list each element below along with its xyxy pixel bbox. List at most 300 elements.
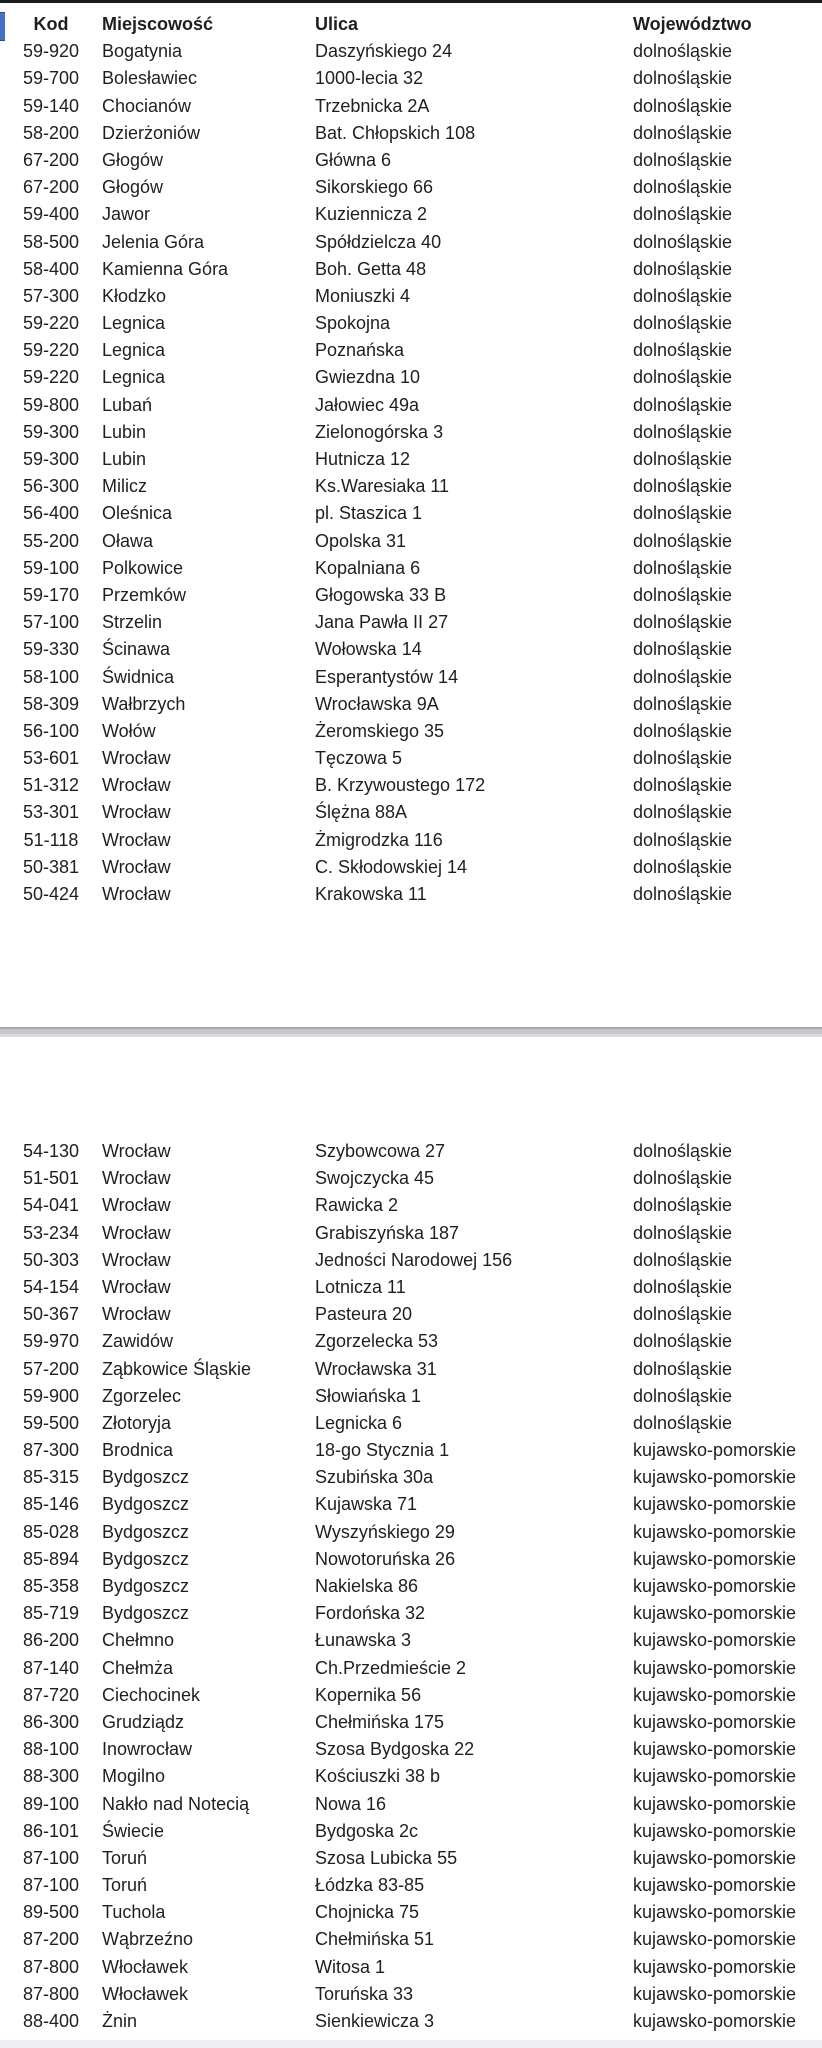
cell-city[interactable]: Przemków bbox=[102, 584, 187, 605]
cell-city[interactable]: Ścinawa bbox=[102, 639, 171, 660]
cell-postal-code[interactable]: 55-200 bbox=[22, 530, 80, 551]
cell-city[interactable]: Toruń bbox=[102, 1875, 148, 1896]
cell-postal-code[interactable]: 85-028 bbox=[22, 1521, 80, 1542]
cell-province[interactable]: dolnośląskie bbox=[633, 231, 733, 252]
cell-postal-code[interactable]: 58-200 bbox=[22, 122, 80, 143]
cell-street[interactable]: C. Skłodowskiej 14 bbox=[315, 856, 468, 877]
cell-postal-code[interactable]: 85-719 bbox=[22, 1603, 80, 1624]
cell-postal-code[interactable]: 53-601 bbox=[22, 748, 80, 769]
cell-street[interactable]: Kopernika 56 bbox=[315, 1684, 422, 1705]
cell-city[interactable]: Brodnica bbox=[102, 1440, 174, 1461]
table-row bbox=[0, 283, 822, 310]
cell-city[interactable]: Wałbrzych bbox=[102, 693, 186, 714]
table-row bbox=[0, 1573, 822, 1600]
cell-postal-code[interactable]: 59-220 bbox=[22, 340, 80, 361]
cell-province[interactable]: kujawsko-pomorskie bbox=[633, 1793, 797, 1814]
cell-postal-code[interactable]: 50-303 bbox=[22, 1249, 80, 1270]
cell-province[interactable]: kujawsko-pomorskie bbox=[633, 1467, 797, 1488]
cell-city[interactable]: Jelenia Góra bbox=[102, 231, 205, 252]
cell-province[interactable]: kujawsko-pomorskie bbox=[633, 1630, 797, 1651]
cell-postal-code[interactable]: 59-300 bbox=[22, 449, 80, 469]
postal-table-top bbox=[0, 11, 822, 908]
table-row bbox=[0, 1356, 822, 1383]
cell-postal-code[interactable]: 54-154 bbox=[22, 1276, 80, 1297]
cell-province[interactable]: kujawsko-pomorskie bbox=[633, 1739, 797, 1760]
table-row bbox=[0, 392, 822, 419]
cell-province[interactable]: kujawsko-pomorskie bbox=[633, 1548, 797, 1569]
cell-city[interactable]: Bydgoszcz bbox=[102, 1603, 190, 1624]
cell-province[interactable]: kujawsko-pomorskie bbox=[633, 1847, 797, 1868]
cell-postal-code[interactable]: 87-200 bbox=[22, 1929, 80, 1950]
cell-postal-code[interactable]: 88-400 bbox=[22, 2011, 80, 2031]
table-row bbox=[0, 1709, 822, 1736]
table-row bbox=[0, 93, 822, 120]
cell-street[interactable]: Słowiańska 1 bbox=[315, 1385, 422, 1406]
cell-province[interactable]: dolnośląskie bbox=[633, 1412, 733, 1433]
cell-province[interactable]: dolnośląskie bbox=[633, 476, 733, 497]
cell-street[interactable]: Pasteura 20 bbox=[315, 1304, 413, 1325]
cell-city[interactable]: Dzierżoniów bbox=[102, 122, 201, 143]
cell-province[interactable]: kujawsko-pomorskie bbox=[633, 1875, 797, 1896]
cell-street[interactable]: 1000-lecia 32 bbox=[315, 68, 424, 89]
cell-province[interactable]: dolnośląskie bbox=[633, 1141, 733, 1161]
cell-street[interactable]: Łunawska 3 bbox=[315, 1630, 412, 1651]
cell-province[interactable]: dolnośląskie bbox=[633, 421, 733, 442]
cell-city[interactable]: Świecie bbox=[102, 1820, 165, 1841]
cell-province[interactable]: dolnośląskie bbox=[633, 1358, 733, 1379]
cell-city[interactable]: Bydgoszcz bbox=[102, 1548, 190, 1569]
cell-street[interactable]: Boh. Getta 48 bbox=[315, 258, 427, 279]
cell-postal-code[interactable]: 87-300 bbox=[22, 1440, 80, 1461]
cell-province[interactable]: kujawsko-pomorskie bbox=[633, 1766, 797, 1787]
cell-postal-code[interactable]: 87-100 bbox=[22, 1847, 80, 1868]
cell-city[interactable]: Wrocław bbox=[102, 1249, 171, 1270]
cell-city[interactable]: Oława bbox=[102, 530, 154, 551]
cell-province[interactable]: dolnośląskie bbox=[633, 149, 733, 170]
postal-table-bottom bbox=[0, 1138, 822, 2035]
cell-province[interactable]: dolnośląskie bbox=[633, 95, 733, 116]
cell-postal-code[interactable]: 59-100 bbox=[22, 557, 80, 578]
table-row bbox=[0, 500, 822, 527]
cell-city[interactable]: Wołów bbox=[102, 720, 156, 741]
table-row bbox=[0, 364, 822, 391]
cell-province[interactable]: dolnośląskie bbox=[633, 367, 733, 388]
cell-street[interactable]: Opolska 31 bbox=[315, 530, 407, 551]
cell-province[interactable]: kujawsko-pomorskie bbox=[633, 1576, 797, 1596]
cell-street[interactable]: Tęczowa 5 bbox=[315, 748, 403, 769]
cell-province[interactable]: kujawsko-pomorskie bbox=[633, 2011, 797, 2031]
table-body-bottom bbox=[0, 1138, 822, 2035]
cell-street[interactable]: Spółdzielcza 40 bbox=[315, 231, 442, 252]
cell-street[interactable]: Rawicka 2 bbox=[315, 1195, 399, 1216]
cell-city[interactable]: Włocławek bbox=[102, 1983, 189, 2004]
cell-street[interactable]: Nowotoruńska 26 bbox=[315, 1548, 456, 1569]
table-row bbox=[0, 1274, 822, 1301]
cell-street[interactable]: Zgorzelecka 53 bbox=[315, 1331, 439, 1352]
cell-city[interactable]: Legnica bbox=[102, 367, 166, 388]
cell-street[interactable]: Wyszyńskiego 29 bbox=[315, 1521, 455, 1542]
cell-city[interactable]: Legnica bbox=[102, 340, 166, 361]
table-row bbox=[0, 120, 822, 147]
cell-postal-code[interactable]: 58-400 bbox=[22, 258, 80, 279]
cell-city[interactable]: Ciechocinek bbox=[102, 1684, 201, 1705]
cell-street[interactable]: B. Krzywoustego 172 bbox=[315, 775, 486, 796]
cell-street[interactable]: Swojczycka 45 bbox=[315, 1168, 435, 1189]
cell-postal-code[interactable]: 58-500 bbox=[22, 231, 80, 252]
cell-city[interactable]: Wrocław bbox=[102, 829, 171, 850]
cell-city[interactable]: Bydgoszcz bbox=[102, 1494, 190, 1515]
cell-postal-code[interactable]: 86-101 bbox=[22, 1820, 80, 1841]
cell-street[interactable]: Gwiezdna 10 bbox=[315, 367, 421, 388]
cell-street[interactable]: Wrocławska 31 bbox=[315, 1358, 437, 1379]
cell-city[interactable]: Wrocław bbox=[102, 1276, 171, 1297]
cell-postal-code[interactable]: 59-500 bbox=[22, 1412, 80, 1433]
cell-city[interactable]: Toruń bbox=[102, 1847, 148, 1868]
cell-street[interactable]: Kopalniana 6 bbox=[315, 557, 421, 578]
cell-postal-code[interactable]: 87-100 bbox=[22, 1875, 80, 1896]
cell-street[interactable]: Wrocławska 9A bbox=[315, 693, 439, 714]
cell-province[interactable]: dolnośląskie bbox=[633, 258, 733, 279]
cell-city[interactable]: Legnica bbox=[102, 313, 166, 334]
cell-street[interactable]: Nowa 16 bbox=[315, 1793, 387, 1814]
cell-city[interactable]: Mogilno bbox=[102, 1766, 166, 1787]
cell-street[interactable]: Łódzka 83-85 bbox=[315, 1875, 425, 1896]
cell-street[interactable]: Kuziennicza 2 bbox=[315, 204, 428, 225]
cell-street[interactable]: 18-go Stycznia 1 bbox=[315, 1440, 450, 1461]
cell-postal-code[interactable]: 50-424 bbox=[22, 884, 80, 904]
cell-province[interactable]: dolnośląskie bbox=[633, 394, 733, 415]
cell-street[interactable]: Kościuszki 38 b bbox=[315, 1766, 441, 1787]
cell-postal-code[interactable]: 59-220 bbox=[22, 367, 80, 388]
cell-city[interactable]: Polkowice bbox=[102, 557, 184, 578]
cell-city[interactable]: Zawidów bbox=[102, 1331, 174, 1352]
cell-province[interactable]: dolnośląskie bbox=[633, 1385, 733, 1406]
cell-street[interactable]: Jana Pawła II 27 bbox=[315, 612, 449, 633]
cell-province[interactable]: dolnośląskie bbox=[633, 530, 733, 551]
cell-street[interactable]: Bat. Chłopskich 108 bbox=[315, 122, 476, 143]
cell-postal-code[interactable]: 88-100 bbox=[22, 1739, 80, 1760]
cell-street[interactable]: Krakowska 11 bbox=[315, 884, 427, 904]
cell-province[interactable]: dolnośląskie bbox=[633, 1331, 733, 1352]
cell-province[interactable]: dolnośląskie bbox=[633, 41, 733, 62]
cell-province[interactable]: dolnośląskie bbox=[633, 802, 733, 823]
table-row bbox=[0, 799, 822, 826]
cell-city[interactable]: Oleśnica bbox=[102, 503, 173, 524]
cell-street[interactable]: Witosa 1 bbox=[315, 1956, 386, 1977]
cell-postal-code[interactable]: 59-970 bbox=[22, 1331, 80, 1352]
cell-city[interactable]: Wrocław bbox=[102, 802, 171, 823]
cell-street[interactable]: Ślężna 88A bbox=[315, 802, 408, 823]
cell-postal-code[interactable]: 59-900 bbox=[22, 1385, 80, 1406]
table-row bbox=[0, 1437, 822, 1464]
table-row bbox=[0, 1763, 822, 1790]
cell-postal-code[interactable]: 59-920 bbox=[22, 41, 80, 62]
cell-province[interactable]: dolnośląskie bbox=[633, 720, 733, 741]
cell-city[interactable]: Zgorzelec bbox=[102, 1385, 182, 1406]
cell-province[interactable]: dolnośląskie bbox=[633, 612, 733, 633]
cell-province[interactable]: dolnośląskie bbox=[633, 693, 733, 714]
cell-province[interactable]: kujawsko-pomorskie bbox=[633, 1521, 797, 1542]
column-header-miejscowosc[interactable]: Miejscowość bbox=[102, 14, 214, 34]
table-row bbox=[0, 256, 822, 283]
cell-street[interactable]: Bydgoska 2c bbox=[315, 1820, 419, 1841]
cell-postal-code[interactable]: 87-720 bbox=[22, 1684, 80, 1705]
cell-postal-code[interactable]: 57-100 bbox=[22, 612, 80, 633]
cell-street[interactable]: Esperantystów 14 bbox=[315, 666, 459, 687]
cell-city[interactable]: Chełmża bbox=[102, 1657, 174, 1678]
column-header-wojewodztwo[interactable]: Województwo bbox=[633, 14, 752, 34]
cell-province[interactable]: kujawsko-pomorskie bbox=[633, 1820, 797, 1841]
cell-postal-code[interactable]: 89-500 bbox=[22, 1902, 80, 1923]
cell-postal-code[interactable]: 67-200 bbox=[22, 177, 80, 198]
cell-province[interactable]: dolnośląskie bbox=[633, 68, 733, 89]
cell-city[interactable]: Głogów bbox=[102, 149, 164, 170]
cell-postal-code[interactable]: 50-381 bbox=[22, 856, 80, 877]
cell-city[interactable]: Bogatynia bbox=[102, 41, 183, 62]
cell-city[interactable]: Wrocław bbox=[102, 884, 171, 904]
cell-postal-code[interactable]: 53-234 bbox=[22, 1222, 80, 1243]
cell-province[interactable]: dolnośląskie bbox=[633, 1276, 733, 1297]
cell-province[interactable]: dolnośląskie bbox=[633, 340, 733, 361]
cell-province[interactable]: kujawsko-pomorskie bbox=[633, 1494, 797, 1515]
cell-street[interactable]: Szubińska 30a bbox=[315, 1467, 434, 1488]
cell-city[interactable]: Wrocław bbox=[102, 1304, 171, 1325]
cell-city[interactable]: Nakło nad Notecią bbox=[102, 1793, 250, 1814]
cell-postal-code[interactable]: 59-700 bbox=[22, 68, 80, 89]
cell-street[interactable]: Kujawska 71 bbox=[315, 1494, 418, 1515]
table-row bbox=[0, 745, 822, 772]
cell-street[interactable]: Trzebnicka 2A bbox=[315, 95, 430, 116]
cell-city[interactable]: Wrocław bbox=[102, 748, 171, 769]
table-row bbox=[0, 664, 822, 691]
cell-city[interactable]: Wrocław bbox=[102, 1141, 171, 1161]
cell-postal-code[interactable]: 56-300 bbox=[22, 476, 80, 497]
cell-street[interactable]: Spokojna bbox=[315, 313, 391, 334]
cell-city[interactable]: Milicz bbox=[102, 476, 147, 497]
cell-province[interactable]: dolnośląskie bbox=[633, 775, 733, 796]
cell-postal-code[interactable]: 59-800 bbox=[22, 394, 80, 415]
cell-street[interactable]: Chełmińska 51 bbox=[315, 1929, 435, 1950]
cell-postal-code[interactable]: 56-400 bbox=[22, 503, 80, 524]
cell-city[interactable]: Bydgoszcz bbox=[102, 1467, 190, 1488]
cell-city[interactable]: Wrocław bbox=[102, 856, 171, 877]
cell-street[interactable]: Żeromskiego 35 bbox=[315, 720, 445, 741]
cell-postal-code[interactable]: 50-367 bbox=[22, 1304, 80, 1325]
cell-postal-code[interactable]: 87-800 bbox=[22, 1956, 80, 1977]
cell-province[interactable]: kujawsko-pomorskie bbox=[633, 1684, 797, 1705]
cell-postal-code[interactable]: 85-358 bbox=[22, 1576, 80, 1596]
cell-street[interactable]: Fordońska 32 bbox=[315, 1603, 426, 1624]
cell-street[interactable]: Jałowiec 49a bbox=[315, 394, 420, 415]
cell-street[interactable]: Wołowska 14 bbox=[315, 639, 422, 660]
cell-province[interactable]: dolnośląskie bbox=[633, 584, 733, 605]
cell-province[interactable]: dolnośląskie bbox=[633, 1195, 733, 1216]
column-header-kod[interactable]: Kod bbox=[33, 14, 69, 34]
cell-street[interactable]: Grabiszyńska 187 bbox=[315, 1222, 460, 1243]
cell-postal-code[interactable]: 56-100 bbox=[22, 720, 80, 741]
cell-postal-code[interactable]: 51-501 bbox=[22, 1168, 80, 1189]
cell-postal-code[interactable]: 86-300 bbox=[22, 1711, 80, 1732]
cell-province[interactable]: kujawsko-pomorskie bbox=[633, 1983, 797, 2004]
cell-postal-code[interactable]: 59-140 bbox=[22, 95, 80, 116]
cell-street[interactable]: Zielonogórska 3 bbox=[315, 421, 444, 442]
cell-city[interactable]: Bolesławiec bbox=[102, 68, 198, 89]
cell-province[interactable]: dolnośląskie bbox=[633, 856, 733, 877]
cell-province[interactable]: dolnośląskie bbox=[633, 639, 733, 660]
cell-street[interactable]: Jedności Narodowej 156 bbox=[315, 1249, 513, 1270]
table-row bbox=[0, 1627, 822, 1654]
cell-city[interactable]: Wąbrzeźno bbox=[102, 1929, 194, 1950]
cell-city[interactable]: Wrocław bbox=[102, 775, 171, 796]
cell-postal-code[interactable]: 88-300 bbox=[22, 1766, 80, 1787]
table-row bbox=[0, 827, 822, 854]
cell-city[interactable]: Bydgoszcz bbox=[102, 1576, 190, 1596]
cell-street[interactable]: Głogowska 33 B bbox=[315, 584, 447, 605]
cell-street[interactable]: Sienkiewicza 3 bbox=[315, 2011, 435, 2031]
cell-street[interactable]: Daszyńskiego 24 bbox=[315, 41, 453, 62]
cell-postal-code[interactable]: 54-041 bbox=[22, 1195, 80, 1216]
cell-province[interactable]: dolnośląskie bbox=[633, 204, 733, 225]
cell-street[interactable]: pl. Staszica 1 bbox=[315, 503, 423, 524]
cell-city[interactable]: Chełmno bbox=[102, 1630, 175, 1651]
column-header-ulica[interactable]: Ulica bbox=[315, 14, 359, 34]
table-row bbox=[0, 1791, 822, 1818]
cell-city[interactable]: Strzelin bbox=[102, 612, 163, 633]
cell-postal-code[interactable]: 59-330 bbox=[22, 639, 80, 660]
cell-street[interactable]: Moniuszki 4 bbox=[315, 285, 411, 306]
cell-city[interactable]: Kłodzko bbox=[102, 285, 167, 306]
cell-city[interactable]: Żnin bbox=[102, 2011, 138, 2031]
cell-city[interactable]: Jawor bbox=[102, 204, 151, 225]
cell-postal-code[interactable]: 57-200 bbox=[22, 1358, 80, 1379]
cell-province[interactable]: dolnośląskie bbox=[633, 1222, 733, 1243]
cell-city[interactable]: Lubin bbox=[102, 449, 147, 469]
cell-street[interactable]: Toruńska 33 bbox=[315, 1983, 414, 2004]
cell-province[interactable]: dolnośląskie bbox=[633, 748, 733, 769]
cell-province[interactable]: kujawsko-pomorskie bbox=[633, 1956, 797, 1977]
cell-street[interactable]: Nakielska 86 bbox=[315, 1576, 419, 1596]
cell-city[interactable]: Wrocław bbox=[102, 1195, 171, 1216]
cell-street[interactable]: Sikorskiego 66 bbox=[315, 177, 434, 198]
cell-postal-code[interactable]: 87-800 bbox=[22, 1983, 80, 2004]
cell-street[interactable]: Legnicka 6 bbox=[315, 1412, 403, 1433]
cell-street[interactable]: Ch.Przedmieście 2 bbox=[315, 1657, 467, 1678]
cell-city[interactable]: Głogów bbox=[102, 177, 164, 198]
cell-city[interactable]: Lubań bbox=[102, 394, 153, 415]
table-row bbox=[0, 446, 822, 473]
cell-city[interactable]: Wrocław bbox=[102, 1168, 171, 1189]
cell-province[interactable]: dolnośląskie bbox=[633, 1168, 733, 1189]
cell-street[interactable]: Chełmińska 175 bbox=[315, 1711, 445, 1732]
table-row bbox=[0, 854, 822, 881]
cell-province[interactable]: dolnośląskie bbox=[633, 884, 733, 904]
cell-province[interactable]: dolnośląskie bbox=[633, 313, 733, 334]
cell-postal-code[interactable]: 59-300 bbox=[22, 421, 80, 442]
table-row bbox=[0, 609, 822, 636]
cell-postal-code[interactable]: 58-309 bbox=[22, 693, 80, 714]
cell-postal-code[interactable]: 85-894 bbox=[22, 1548, 80, 1569]
table-row bbox=[0, 1981, 822, 2008]
table-row bbox=[0, 147, 822, 174]
cell-postal-code[interactable]: 59-220 bbox=[22, 313, 80, 334]
cell-postal-code[interactable]: 67-200 bbox=[22, 149, 80, 170]
cell-province[interactable]: dolnośląskie bbox=[633, 122, 733, 143]
cell-street[interactable]: Chojnicka 75 bbox=[315, 1902, 420, 1923]
cell-street[interactable]: Szybowcowa 27 bbox=[315, 1141, 446, 1161]
cell-city[interactable]: Świdnica bbox=[102, 666, 175, 687]
table-row bbox=[0, 1926, 822, 1953]
cell-city[interactable]: Złotoryja bbox=[102, 1412, 172, 1433]
cell-postal-code[interactable]: 85-146 bbox=[22, 1494, 80, 1515]
cell-postal-code[interactable]: 59-170 bbox=[22, 584, 80, 605]
cell-city[interactable]: Włocławek bbox=[102, 1956, 189, 1977]
table-row bbox=[0, 555, 822, 582]
cell-postal-code[interactable]: 87-140 bbox=[22, 1657, 80, 1678]
cell-street[interactable]: Hutnicza 12 bbox=[315, 449, 411, 469]
cell-city[interactable]: Tuchola bbox=[102, 1902, 166, 1923]
cell-postal-code[interactable]: 51-118 bbox=[23, 829, 79, 850]
cell-city[interactable]: Bydgoszcz bbox=[102, 1521, 190, 1542]
table-row bbox=[0, 229, 822, 256]
cell-province[interactable]: dolnośląskie bbox=[633, 285, 733, 306]
cell-city[interactable]: Chocianów bbox=[102, 95, 192, 116]
cell-province[interactable]: kujawsko-pomorskie bbox=[633, 1902, 797, 1923]
cell-postal-code[interactable]: 51-312 bbox=[22, 775, 80, 796]
cell-province[interactable]: kujawsko-pomorskie bbox=[633, 1711, 797, 1732]
cell-province[interactable]: kujawsko-pomorskie bbox=[633, 1603, 797, 1624]
cell-postal-code[interactable]: 85-315 bbox=[22, 1467, 80, 1488]
cell-province[interactable]: dolnośląskie bbox=[633, 666, 733, 687]
cell-province[interactable]: dolnośląskie bbox=[633, 177, 733, 198]
cell-province[interactable]: kujawsko-pomorskie bbox=[633, 1657, 797, 1678]
cell-province[interactable]: dolnośląskie bbox=[633, 1249, 733, 1270]
table-row bbox=[0, 1682, 822, 1709]
cell-street[interactable]: Ks.Waresiaka 11 bbox=[315, 476, 450, 497]
cell-postal-code[interactable]: 54-130 bbox=[22, 1141, 80, 1161]
cell-postal-code[interactable]: 53-301 bbox=[22, 802, 80, 823]
cell-street[interactable]: Lotnicza 11 bbox=[315, 1276, 406, 1297]
table-row bbox=[0, 419, 822, 446]
cell-city[interactable]: Wrocław bbox=[102, 1222, 171, 1243]
cell-city[interactable]: Inowrocław bbox=[102, 1739, 193, 1760]
cell-postal-code[interactable]: 58-100 bbox=[22, 666, 80, 687]
cell-street[interactable]: Główna 6 bbox=[315, 149, 392, 170]
cell-postal-code[interactable]: 86-200 bbox=[22, 1630, 80, 1651]
cell-postal-code[interactable]: 57-300 bbox=[22, 285, 80, 306]
cell-province[interactable]: dolnośląskie bbox=[633, 557, 733, 578]
table-row bbox=[0, 337, 822, 364]
cell-street[interactable]: Szosa Lubicka 55 bbox=[315, 1847, 458, 1868]
cell-city[interactable]: Lubin bbox=[102, 421, 147, 442]
cell-province[interactable]: dolnośląskie bbox=[633, 1304, 733, 1325]
cell-province[interactable]: dolnośląskie bbox=[633, 829, 733, 850]
table-row bbox=[0, 1519, 822, 1546]
cell-postal-code[interactable]: 59-400 bbox=[22, 204, 80, 225]
cell-city[interactable]: Kamienna Góra bbox=[102, 258, 229, 279]
cell-street[interactable]: Poznańska bbox=[315, 340, 405, 361]
table-row bbox=[0, 1872, 822, 1899]
cell-postal-code[interactable]: 89-100 bbox=[22, 1793, 80, 1814]
cell-street[interactable]: Żmigrodzka 116 bbox=[315, 829, 443, 850]
cell-province[interactable]: kujawsko-pomorskie bbox=[633, 1929, 797, 1950]
cell-street[interactable]: Szosa Bydgoska 22 bbox=[315, 1739, 475, 1760]
cell-province[interactable]: dolnośląskie bbox=[633, 449, 733, 469]
cell-province[interactable]: dolnośląskie bbox=[633, 503, 733, 524]
cell-city[interactable]: Ząbkowice Śląskie bbox=[102, 1358, 252, 1379]
table-row bbox=[0, 1220, 822, 1247]
cell-city[interactable]: Grudziądz bbox=[102, 1711, 185, 1732]
cell-province[interactable]: kujawsko-pomorskie bbox=[633, 1440, 797, 1461]
